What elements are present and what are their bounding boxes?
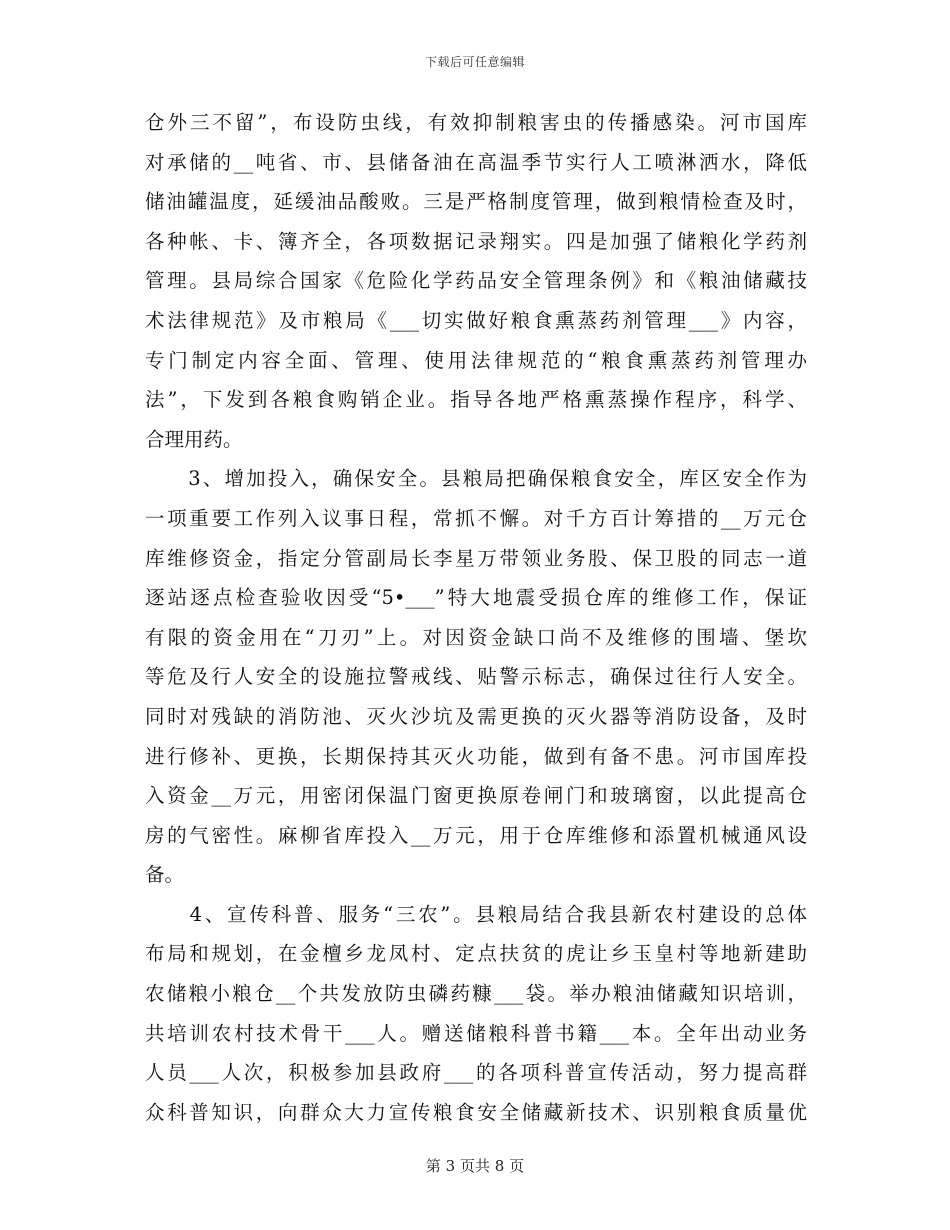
text-line: 同时对残缺的消防池、灭火沙坑及需更换的灭火器等消防设备，及时 [145, 704, 807, 728]
text-line: 房的气密性。麻柳省库投入__万元，用于仓库维修和添置机械通风设 [145, 823, 807, 847]
paragraph-end-line: 合理用药。 [145, 427, 243, 451]
text-line: 储油罐温度，延缓油品酸败。三是严格制度管理，做到粮情检查及时， [145, 190, 807, 214]
text-line: 共培训农村技术骨干___人。赠送储粮科普书籍___本。全年出动业务 [145, 1021, 807, 1045]
text-line: 进行修补、更换，长期保持其灭火功能，做到有备不患。河市国库投 [145, 744, 807, 768]
text-line: 等危及行人安全的设施拉警戒线、贴警示标志，确保过往行人安全。 [145, 665, 807, 689]
text-line: 入资金__万元，用密闭保温门窗更换原卷闸门和玻璃窗，以此提高仓 [145, 784, 807, 808]
text-line: 一项重要工作列入议事日程，常抓不懈。对千方百计筹措的__万元仓 [145, 506, 807, 530]
page-header: 下载后可任意编辑 [424, 55, 525, 69]
paragraph-end-line: 备。 [145, 863, 185, 887]
text-line: 农储粮小粮仓__个共发放防虫磷药糠___袋。举办粮油储藏知识培训， [145, 982, 807, 1006]
document-body [145, 103, 807, 1132]
text-line: 布局和规划，在金檀乡龙凤村、定点扶贫的虎让乡玉皇村等地新建助 [145, 942, 807, 966]
text-line: 3、增加投入，确保安全。县粮局把确保粮食安全，库区安全作为 [145, 467, 807, 491]
text-line: 各种帐、卡、簿齐全，各项数据记录翔实。四是加强了储粮化学药剂 [145, 229, 807, 253]
page-number: 第 3 页共 8 页 [425, 1157, 525, 1175]
text-line: 逐站逐点检查验收因受“5•___”特大地震受损仓库的维修工作，保证 [145, 586, 807, 610]
text-line: 法”，下发到各粮食购销企业。指导各地严格熏蒸操作程序，科学、 [145, 388, 807, 412]
text-line: 专门制定内容全面、管理、使用法律规范的“粮食熏蒸药剂管理办 [145, 348, 807, 372]
text-line: 术法律规范》及市粮局《___切实做好粮食熏蒸药剂管理___》内容， [145, 308, 807, 332]
text-line: 有限的资金用在“刀刃”上。对因资金缺口尚不及维修的围墙、堡坎 [145, 625, 807, 649]
text-line: 4、宣传科普、服务“三农”。县粮局结合我县新农村建设的总体 [145, 902, 807, 926]
text-line: 管理。县局综合国家《危险化学药品安全管理条例》和《粮油储藏技 [145, 269, 807, 293]
text-line: 众科普知识，向群众大力宣传粮食安全储藏新技术、识别粮食质量优 [145, 1100, 807, 1124]
text-line: 库维修资金，指定分管副局长李星万带领业务股、保卫股的同志一道 [145, 546, 807, 570]
text-line: 对承储的__吨省、市、县储备油在高温季节实行人工喷淋洒水，降低 [145, 150, 807, 174]
text-line: 仓外三不留”，布设防虫线，有效抑制粮害虫的传播感染。河市国库 [145, 111, 807, 134]
text-line: 人员___人次，积极参加县政府___的各项科普宣传活动，努力提高群 [145, 1061, 807, 1085]
